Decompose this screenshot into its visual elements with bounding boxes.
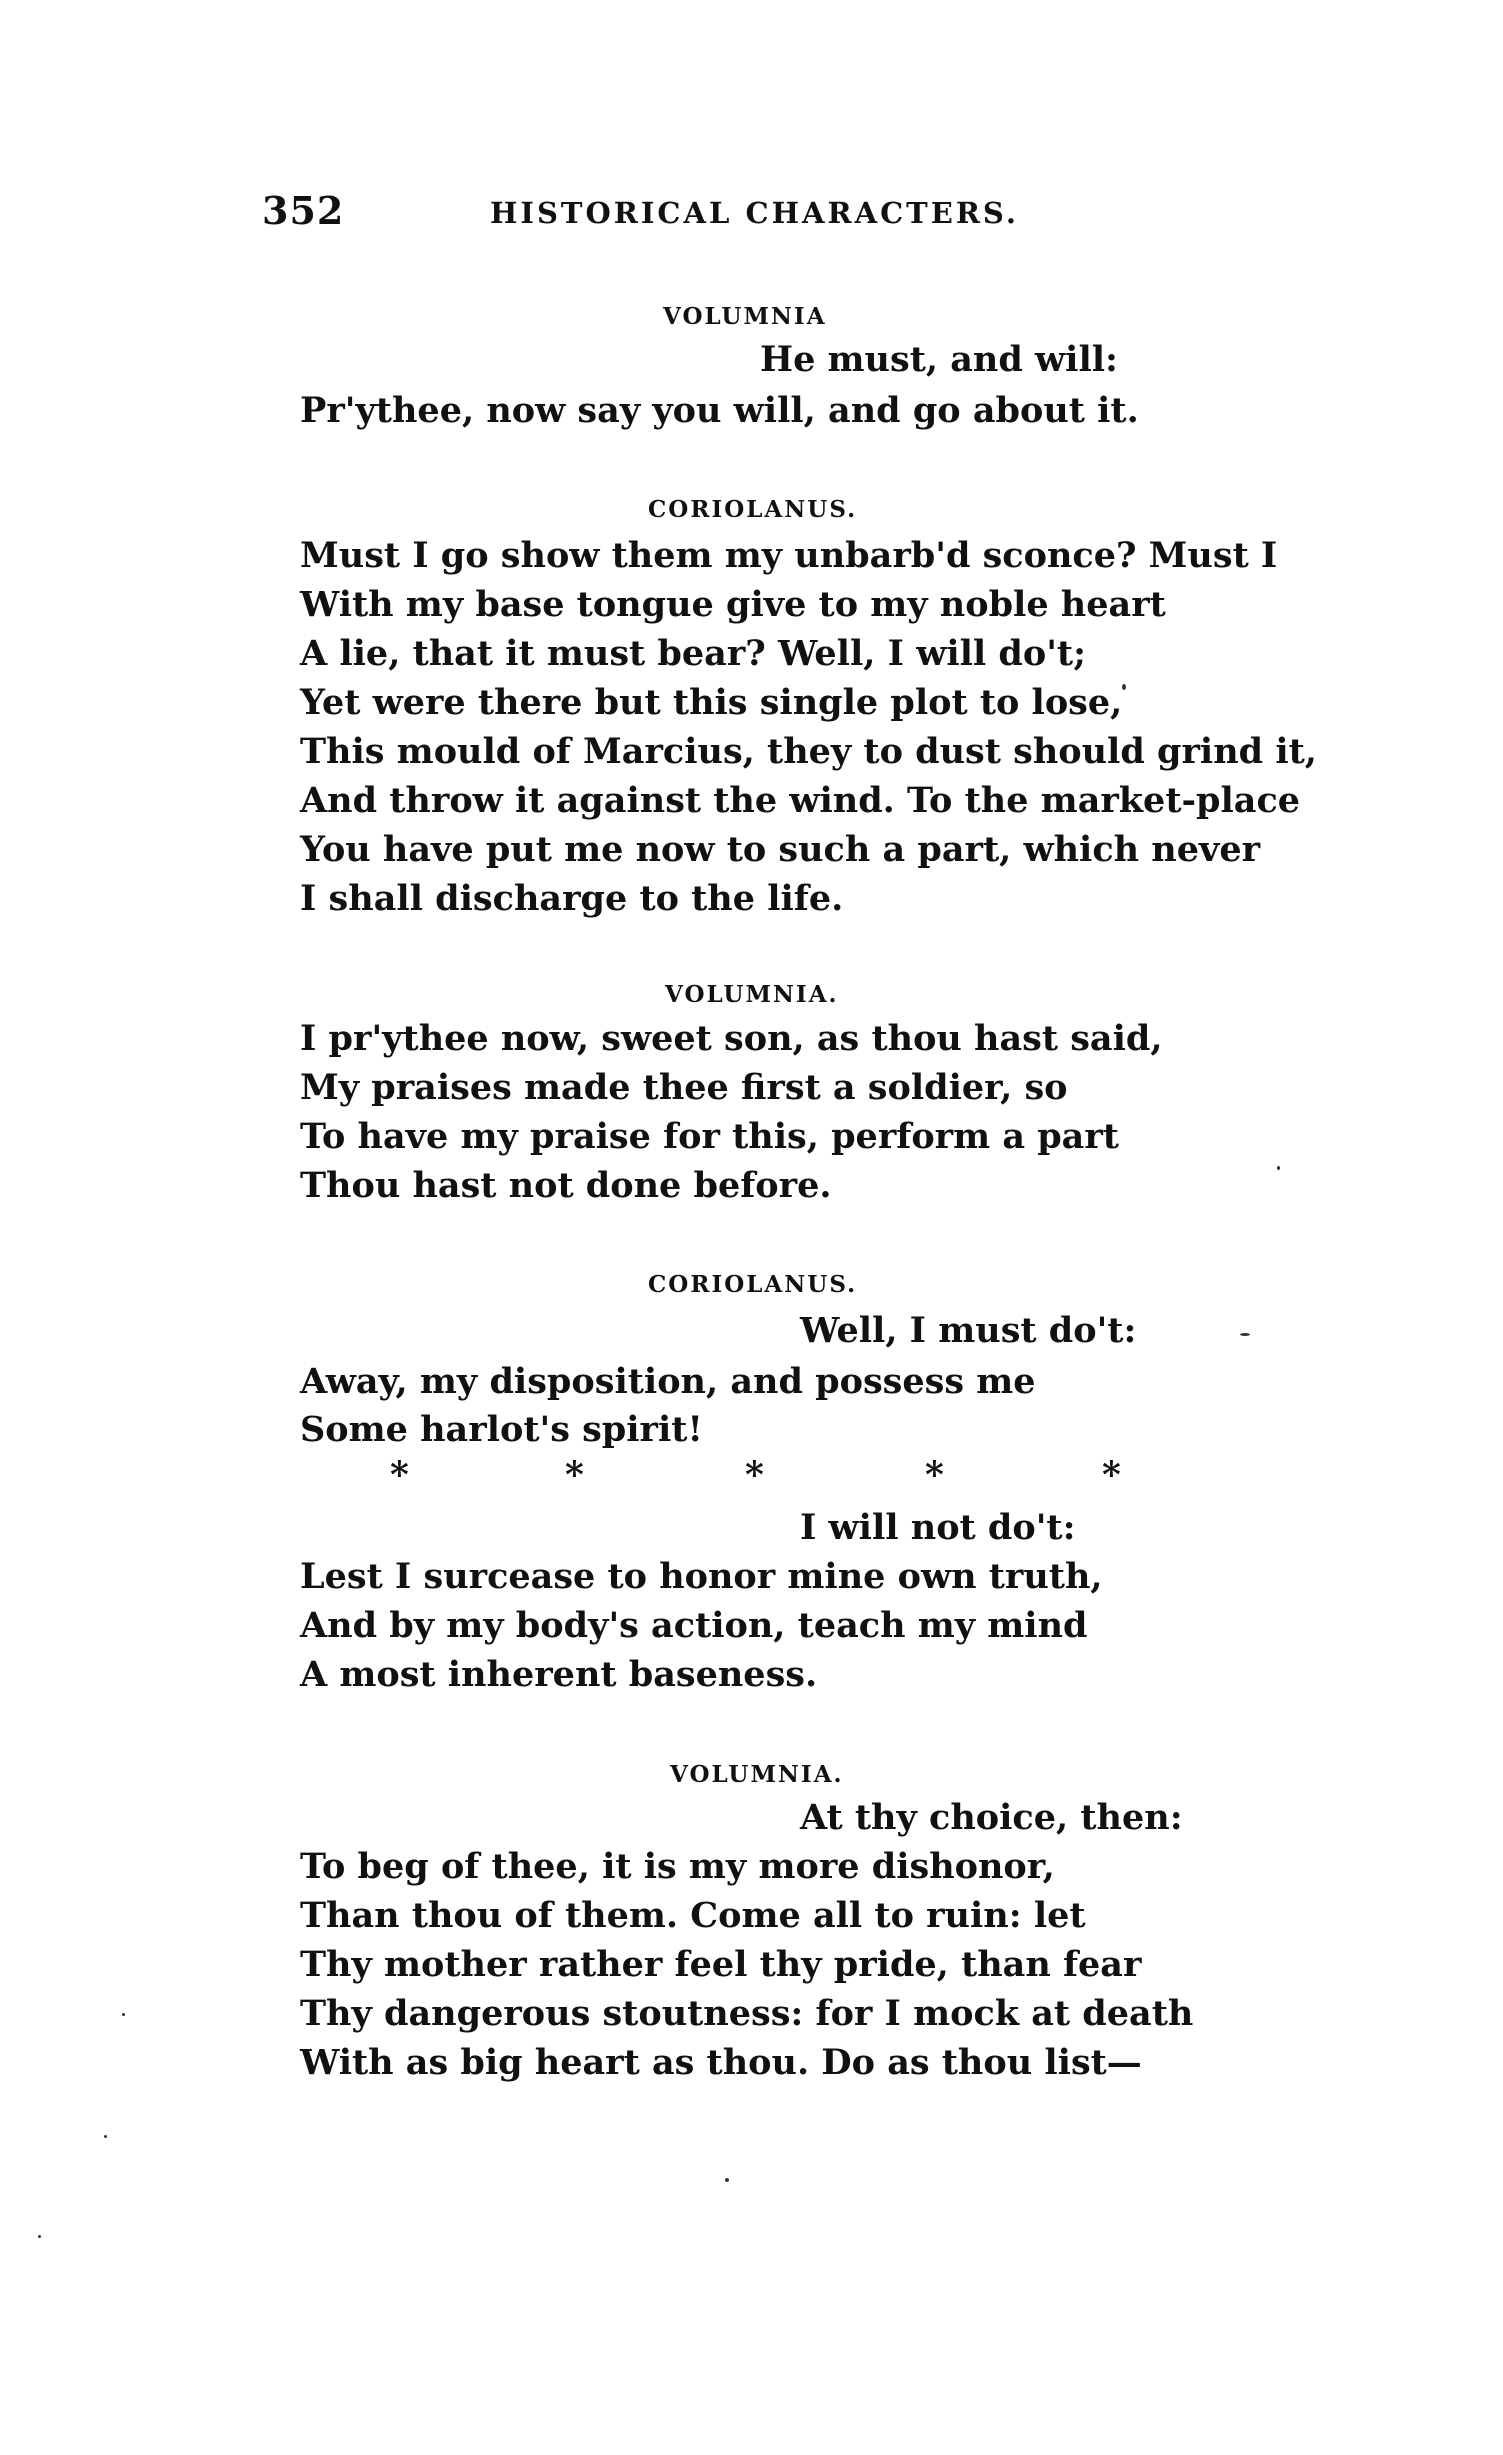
verse-line: Lest I surcease to honor mine own truth,: [300, 1556, 1103, 1597]
verse-line: Some harlot's spirit!: [300, 1409, 703, 1450]
verse-line: A lie, that it must bear? Well, I will do't;: [300, 633, 1087, 674]
verse-line: And by my body's action, teach my mind: [300, 1605, 1088, 1646]
verse-line: Thou hast not done before.: [300, 1165, 832, 1206]
verse-line: With my base tongue give to my noble heart: [300, 584, 1166, 625]
scan-speck: [38, 2235, 41, 2238]
verse-line: A most inherent baseness.: [300, 1654, 818, 1695]
verse-line: He must, and will:: [760, 339, 1118, 380]
scan-speck: [122, 2013, 125, 2016]
verse-line: To have my praise for this, perform a part: [300, 1116, 1119, 1157]
verse-line: Thy mother rather feel thy pride, than fear: [300, 1944, 1142, 1985]
scan-speck: [725, 2178, 729, 2182]
star-ornament: *: [745, 1454, 764, 1496]
star-ornament: *: [1102, 1454, 1121, 1496]
scan-speck: [1277, 1166, 1280, 1170]
ornament-stars: [390, 1454, 1150, 1497]
verse-line: Than thou of them. Come all to ruin: let: [300, 1895, 1086, 1936]
verse-line: This mould of Marcius, they to dust should grind it,: [300, 731, 1317, 772]
scan-speck: [104, 2135, 107, 2138]
verse-line: And throw it against the wind. To the market-place: [300, 780, 1301, 821]
verse-line: At thy choice, then:: [800, 1797, 1183, 1838]
verse-line: Pr'ythee, now say you will, and go about it.: [300, 390, 1139, 431]
verse-line: Yet were there but this single plot to lose,: [300, 682, 1123, 723]
star-ornament: *: [565, 1454, 584, 1496]
verse-line: Away, my disposition, and possess me: [300, 1361, 1036, 1402]
verse-line: You have put me now to such a part, which never: [300, 829, 1261, 870]
speaker-name: VOLUMNIA: [663, 303, 827, 330]
verse-line: Thy dangerous stoutness: for I mock at death: [300, 1993, 1194, 2034]
verse-line: With as big heart as thou. Do as thou list—: [300, 2042, 1142, 2083]
star-ornament: *: [925, 1454, 944, 1496]
running-title: HISTORICAL CHARACTERS.: [490, 196, 1019, 230]
page-number: 352: [262, 188, 345, 233]
verse-line: Must I go show them my unbarb'd sconce? Must I: [300, 535, 1278, 576]
scan-speck: [1240, 1333, 1250, 1336]
speaker-name: VOLUMNIA.: [665, 981, 839, 1008]
scan-speck: [1122, 684, 1126, 690]
verse-line: I shall discharge to the life.: [300, 878, 844, 919]
speaker-name: CORIOLANUS.: [648, 1271, 858, 1298]
star-ornament: *: [390, 1454, 409, 1496]
running-head: [262, 188, 1162, 248]
verse-line: To beg of thee, it is my more dishonor,: [300, 1846, 1055, 1887]
speaker-name: CORIOLANUS.: [648, 496, 858, 523]
verse-line: My praises made thee first a soldier, so: [300, 1067, 1068, 1108]
verse-line: I will not do't:: [800, 1507, 1076, 1548]
verse-line: I pr'ythee now, sweet son, as thou hast said,: [300, 1018, 1163, 1059]
verse-line: Well, I must do't:: [800, 1310, 1137, 1351]
speaker-name: VOLUMNIA.: [670, 1761, 844, 1788]
